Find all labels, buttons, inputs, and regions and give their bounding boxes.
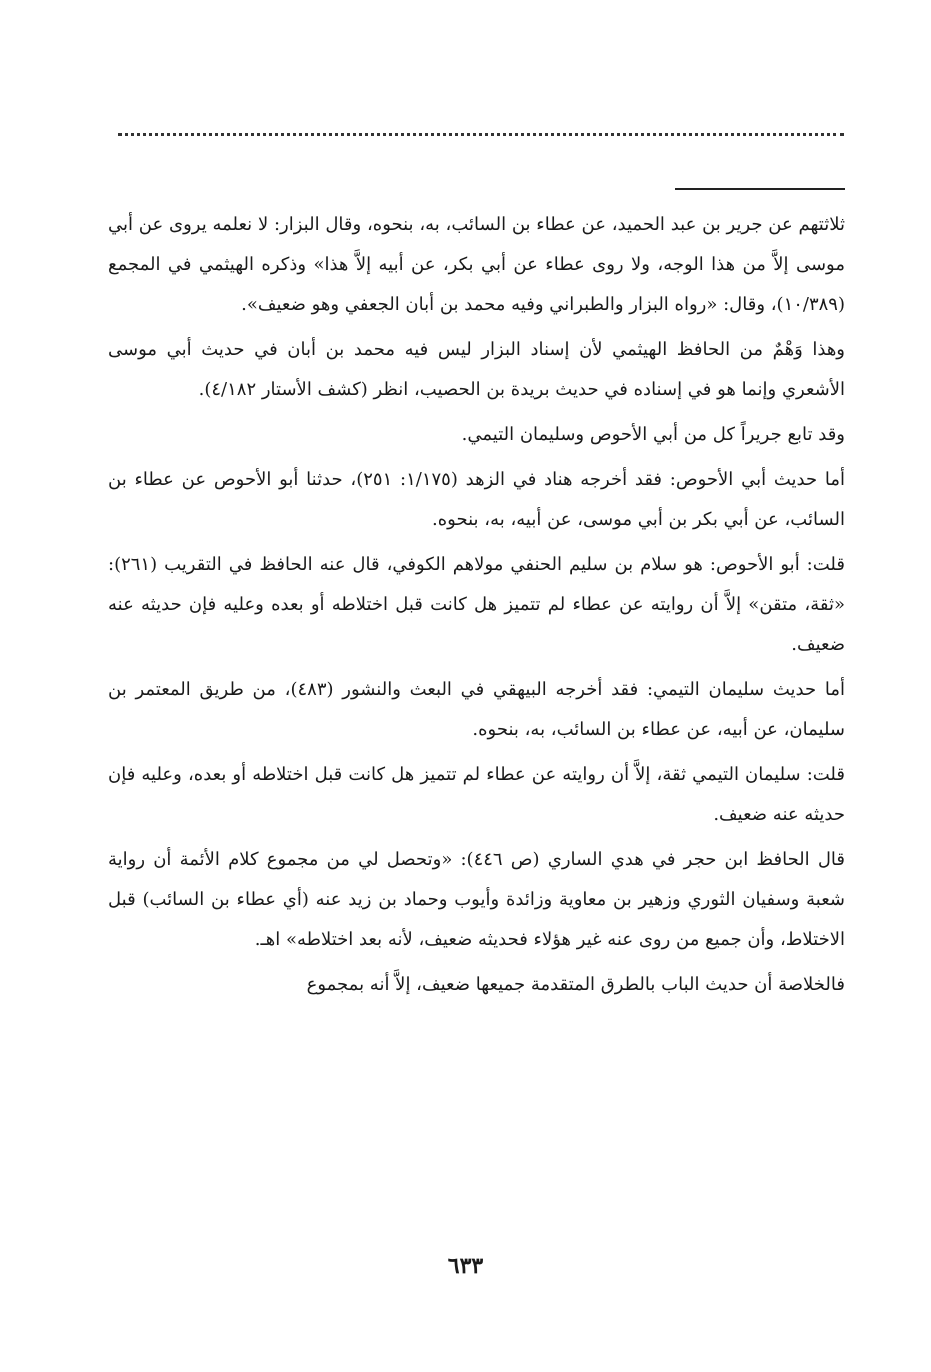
- paragraph-4: أما حديث أبي الأحوص: فقد أخرجه هناد في الزهد (١/١٧٥: ٢٥١)، حدثنا أبو الأحوص عن عطاء بن السائب، عن أبي بكر بن أبي موسى، عن أبيه، به، بنحوه.: [108, 469, 845, 530]
- paragraph-2: وهذا وَهْمٌ من الحافظ الهيثمي لأن إسناد البزار ليس فيه محمد بن أبان في حديث أبي موسى الأشعري وإنما هو في إسناده في حديث بريدة بن الحصيب، انظر (كشف الأستار ٤/١٨٢).: [108, 339, 845, 400]
- dotted-separator: [118, 133, 844, 136]
- paragraph-3: وقد تابع جريراً كل من أبي الأحوص وسليمان التيمي.: [461, 424, 845, 445]
- footnote-rule: [675, 188, 845, 190]
- paragraph-8: قال الحافظ ابن حجر في هدي الساري (ص ٤٤٦): «وتحصل لي من مجموع كلام الأئمة أن رواية شعبة وسفيان الثوري وزهير بن معاوية وزائدة وأيوب وحماد بن زيد عنه (أي عطاء بن السائب) قبل الاختلاط، وأن جميع من روى عنه غير هؤلاء فحديثه ضعيف، لأنه بعد اختلاطه» اهـ.: [108, 849, 846, 950]
- paragraph-6: أما حديث سليمان التيمي: فقد أخرجه البيهقي في البعث والنشور (٤٨٣)، من طريق المعتمر بن سليمان، عن أبيه، عن عطاء بن السائب، به، بنحوه.: [108, 679, 845, 740]
- page-number: ٦٣٣: [447, 1253, 484, 1279]
- paragraph-1: ثلاثتهم عن جرير بن عبد الحميد، عن عطاء بن السائب، به، بنحوه، وقال البزار: لا نعلمه يروى عن أبي موسى إلاَّ من هذا الوجه، ولا روى عطاء عن أبي بكر، عن أبيه إلاَّ هذا» وذكره الهيثمي في المجمع (١٠/٣٨٩)، وقال: «رواه البزار والطبراني وفيه محمد بن أبان الجعفي وهو ضعيف».: [108, 214, 845, 315]
- paragraph-7: قلت: سليمان التيمي ثقة، إلاَّ أن روايته عن عطاء لم تتميز هل كانت قبل اختلاطه أو بعده، وعليه فإن حديثه عنه ضعيف.: [108, 764, 846, 825]
- paragraph-5: قلت: أبو الأحوص: هو سلام بن سليم الحنفي مولاهم الكوفي، قال عنه الحافظ في التقريب (٢٦١): «ثقة، متقن» إلاَّ أن روايته عن عطاء لم تتميز هل كانت قبل اختلاطه أو بعده وعليه فإن حديثه عنه ضعيف.: [108, 554, 845, 655]
- paragraph-9: فالخلاصة أن حديث الباب بالطرق المتقدمة جميعها ضعيف، إلاَّ أنه بمجموع: [306, 974, 845, 995]
- main-text: [108, 205, 845, 1010]
